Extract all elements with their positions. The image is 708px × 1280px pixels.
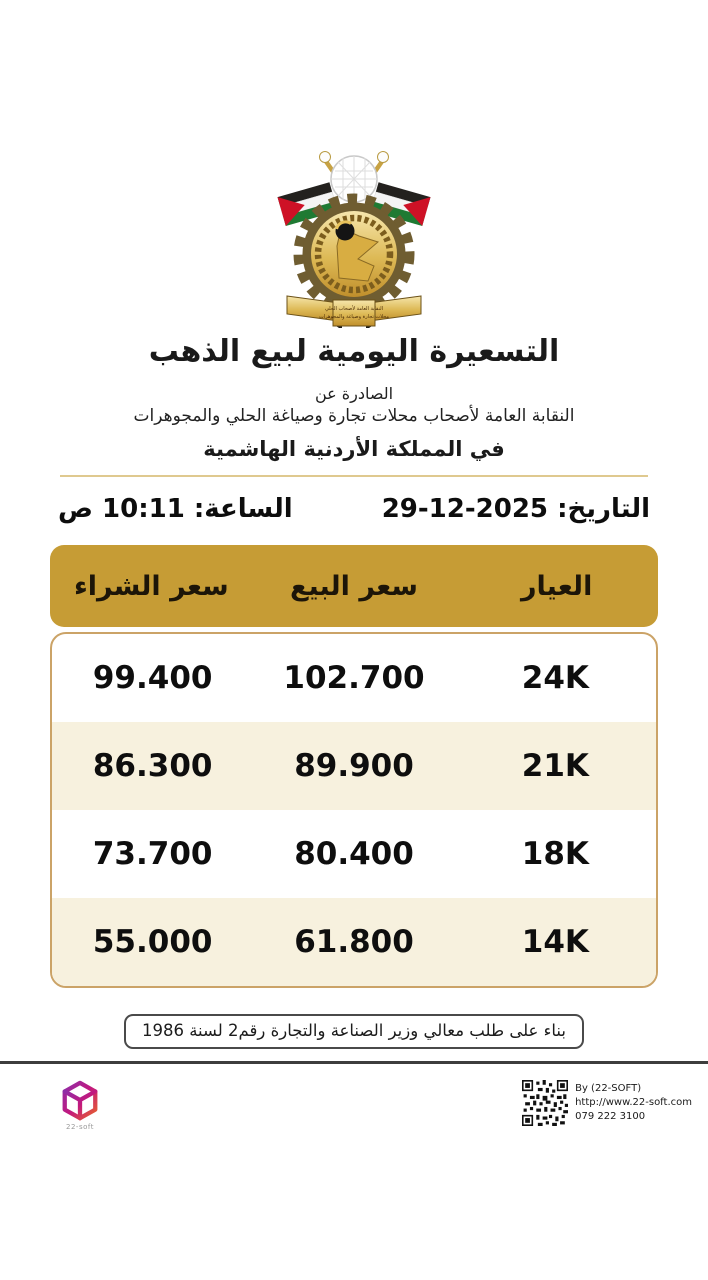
- syndicate-emblem: [0, 0, 708, 328]
- gold-divider: [60, 475, 648, 477]
- table-row-14k: [52, 898, 656, 986]
- buy-value: 86.300: [92, 748, 213, 784]
- cube-logo-icon: [60, 1080, 100, 1122]
- karat-value: 18K: [521, 836, 589, 872]
- column-karat: العيار: [520, 570, 593, 602]
- price-table-body: [50, 632, 658, 988]
- ribbon-text-right: النقابة العامة لأصحاب الحلي: [324, 306, 384, 312]
- date-label: التاريخ:: [557, 494, 650, 524]
- developer-credit-text: [575, 1080, 692, 1124]
- developer-credit: [522, 1080, 692, 1126]
- time-value: 10:11 ص: [58, 494, 185, 524]
- time-field: [58, 494, 293, 524]
- footer-divider: [0, 1061, 708, 1064]
- credit-by: By (22-SOFT): [575, 1083, 642, 1094]
- sell-value: 89.900: [294, 748, 414, 784]
- sell-value: 80.400: [294, 836, 414, 872]
- buy-value: 99.400: [92, 660, 213, 696]
- karat-value: 14K: [521, 924, 589, 960]
- sell-value: 102.700: [283, 660, 425, 696]
- price-table-header: [50, 545, 658, 627]
- buy-value: 55.000: [92, 924, 213, 960]
- sell-value: 61.800: [294, 924, 414, 960]
- column-sell-price: سعر البيع: [290, 570, 418, 602]
- credit-phone: 079 222 3100: [575, 1111, 646, 1122]
- datetime-row: [0, 494, 708, 524]
- ribbon-banner-icon: [287, 296, 421, 328]
- table-row-24k: [52, 634, 656, 722]
- country-line: في المملكة الأردنية الهاشمية: [203, 437, 505, 461]
- karat-value: 24K: [521, 660, 589, 696]
- issued-by-label: الصادرة عن: [314, 384, 394, 403]
- syndicate-emblem-icon: [275, 146, 433, 328]
- software-logo-caption: 22-soft: [66, 1123, 94, 1131]
- credit-website: http://www.22-soft.com: [575, 1097, 692, 1108]
- date-value: 29-12-2025: [381, 494, 549, 524]
- column-buy-price: سعر الشراء: [73, 570, 229, 602]
- qr-code-icon: [522, 1080, 568, 1126]
- organization-name: النقابة العامة لأصحاب محلات تجارة وصياغة الحلي والمجوهرات: [133, 406, 575, 426]
- ribbon-text-left: محلات تجارة وصياغة والمجوهرات: [318, 314, 390, 320]
- karat-value: 21K: [521, 748, 589, 784]
- time-label: الساعة:: [193, 494, 293, 524]
- software-logo: [50, 1080, 110, 1131]
- table-row-18k: [52, 810, 656, 898]
- page-title: التسعيرة اليومية لبيع الذهب: [148, 334, 560, 369]
- legal-note: بناء على طلب معالي وزير الصناعة والتجارة رقم2 لسنة 1986: [124, 1014, 584, 1049]
- footer: [0, 1072, 708, 1131]
- table-row-21k: [52, 722, 656, 810]
- date-field: [382, 494, 650, 524]
- buy-value: 73.700: [92, 836, 213, 872]
